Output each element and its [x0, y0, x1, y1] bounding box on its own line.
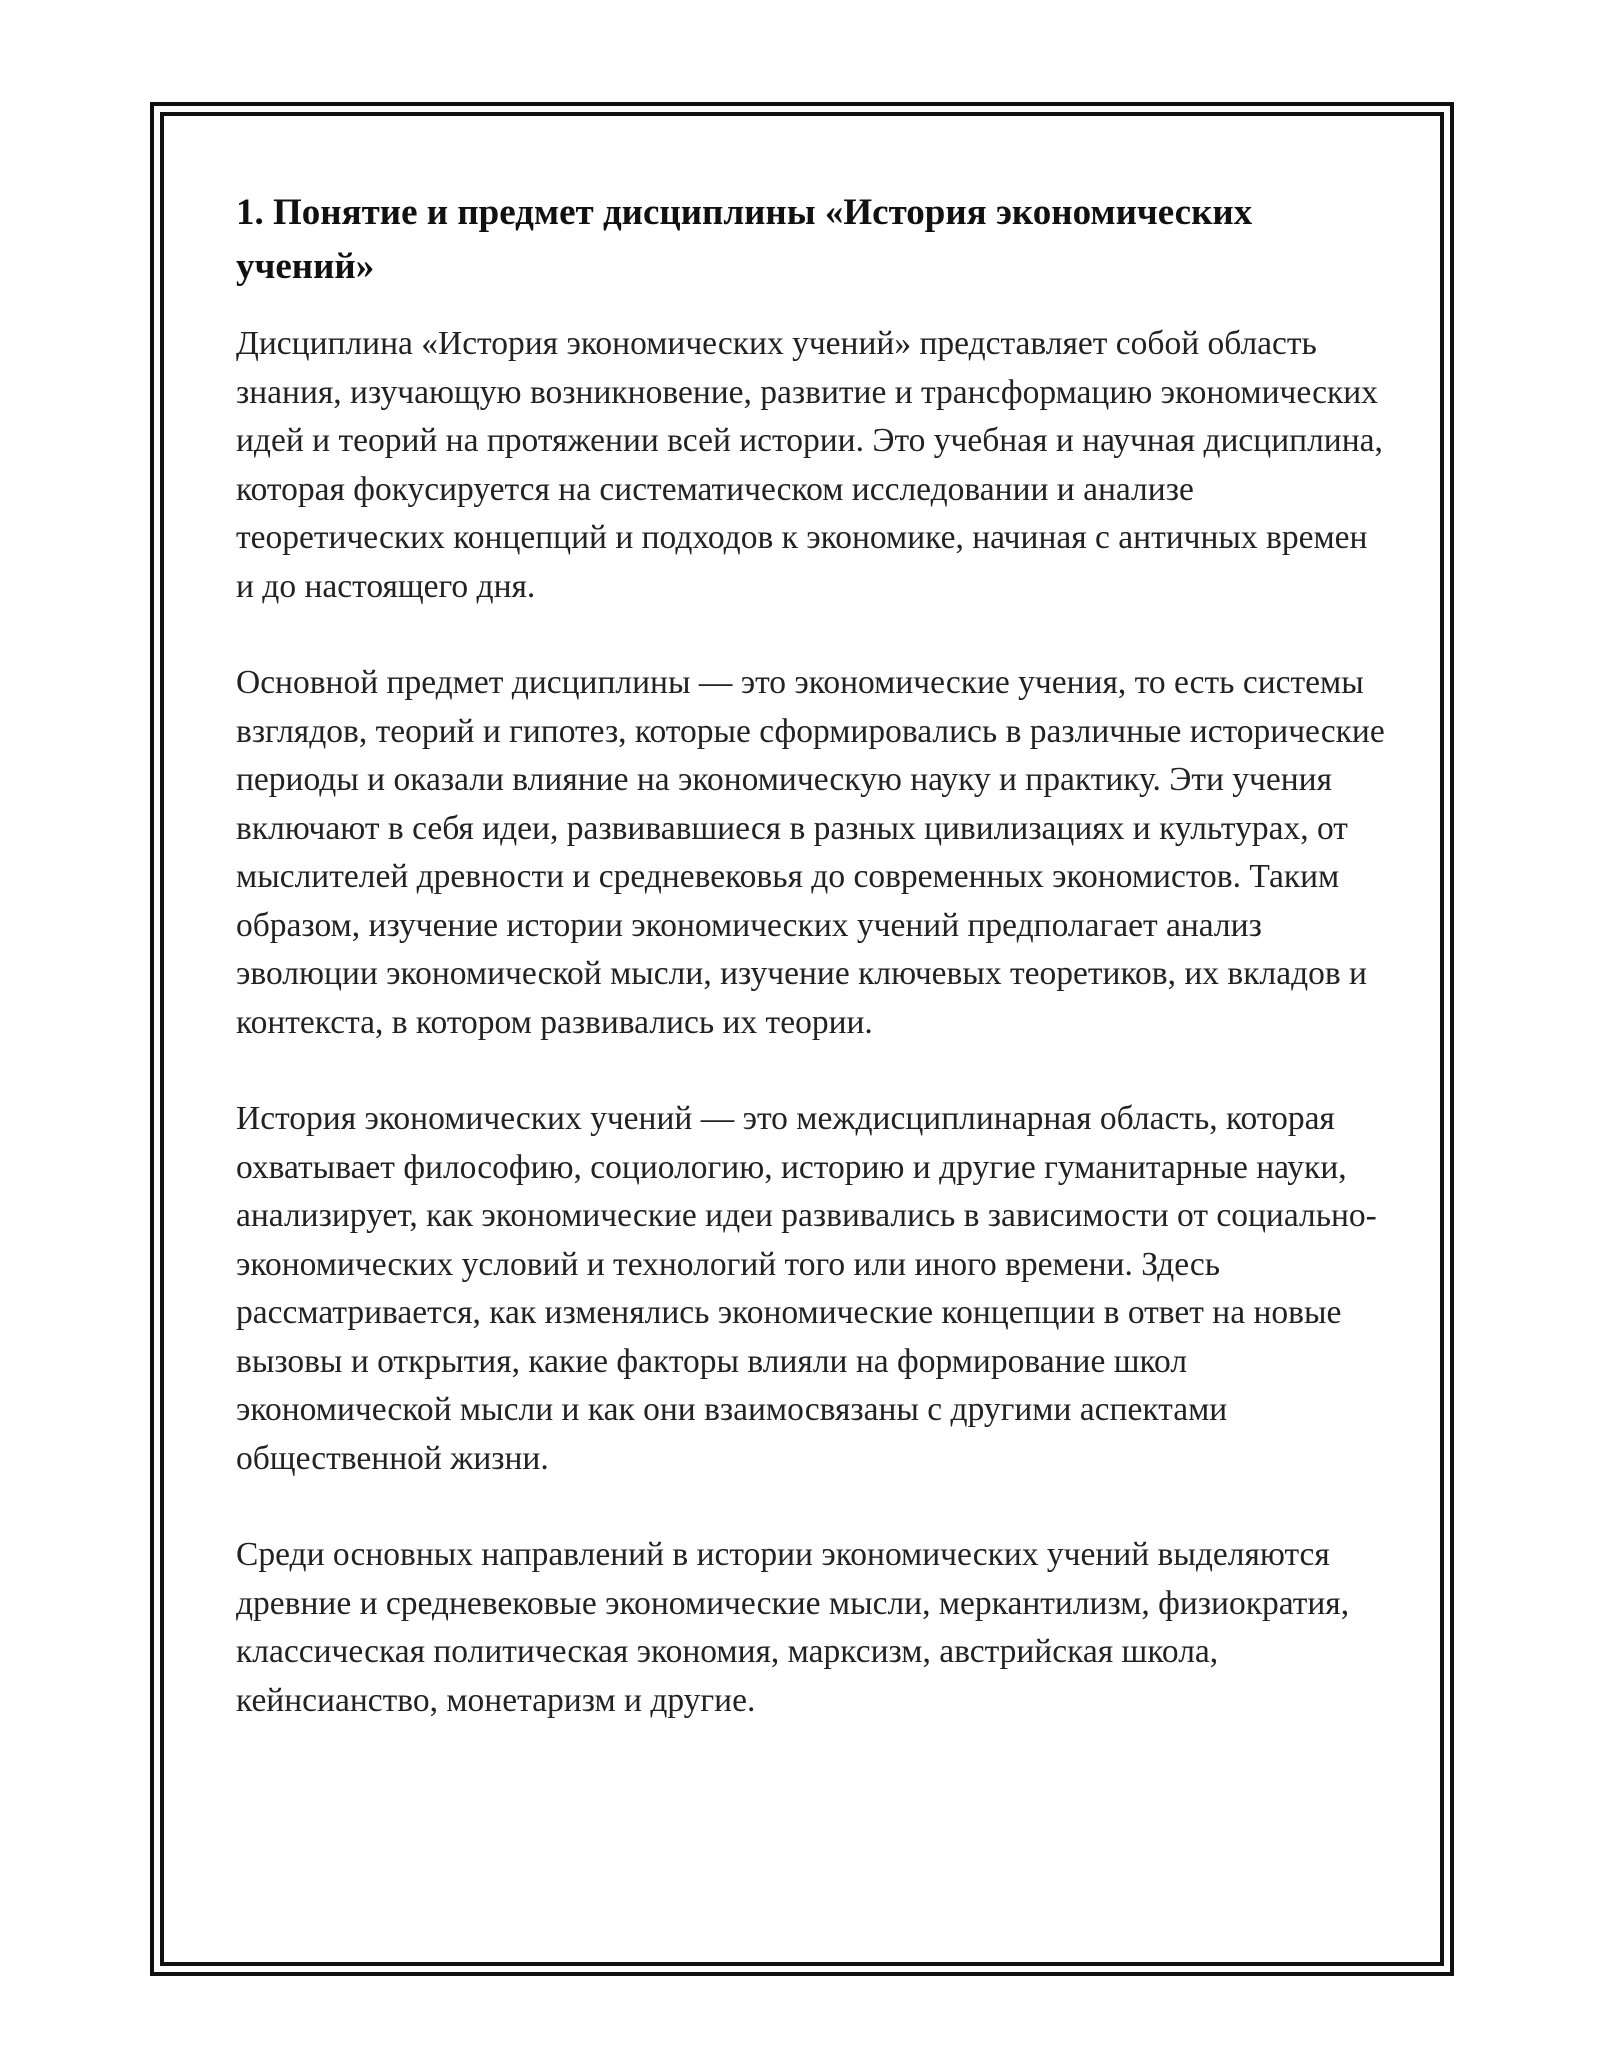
- document-content: [236, 186, 1386, 1725]
- paragraph-interdisciplinary: История экономических учений — это междисциплинарная область, которая охватывает философию, социологию, историю и другие гуманитарные науки, анализирует, как экономические идеи развивались в зависимости от социально-экономических условий и технологий того или иного времени. Здесь рассматривается, как изменялись экономические концепции в ответ на новые вызовы и открытия, какие факторы влияли на формирование школ экономической мысли и как они взаимосвязаны с другими аспектами общественной жизни.: [236, 1100, 1377, 1477]
- section-heading: 1. Понятие и предмет дисциплины «История экономических учений»: [236, 192, 1253, 287]
- paragraph-directions: Среди основных направлений в истории экономических учений выделяются древние и средневековые экономические мысли, меркантилизм, физиократия, классическая политическая экономия, марксизм, австрийская школа, кейнсианство, монетаризм и другие.: [236, 1536, 1350, 1719]
- paragraph-subject: Основной предмет дисциплины — это экономические учения, то есть системы взглядов, теорий и гипотез, которые сформировались в различные исторические периоды и оказали влияние на экономическую науку и практику. Эти учения включают в себя идеи, развивавшиеся в разных цивилизациях и культурах, от мыслителей древности и средневековья до современных экономистов. Таким образом, изучение истории экономических учений предполагает анализ эволюции экономической мысли, изучение ключевых теоретиков, их вкладов и контекста, в котором развивались их теории.: [236, 664, 1385, 1041]
- paragraph-definition: Дисциплина «История экономических учений» представляет собой область знания, изучающую возникновение, развитие и трансформацию экономических идей и теорий на протяжении всей истории. Это учебная и научная дисциплина, которая фокусируется на систематическом исследовании и анализе теоретических концепций и подходов к экономике, начиная с античных времен и до настоящего дня.: [236, 325, 1383, 605]
